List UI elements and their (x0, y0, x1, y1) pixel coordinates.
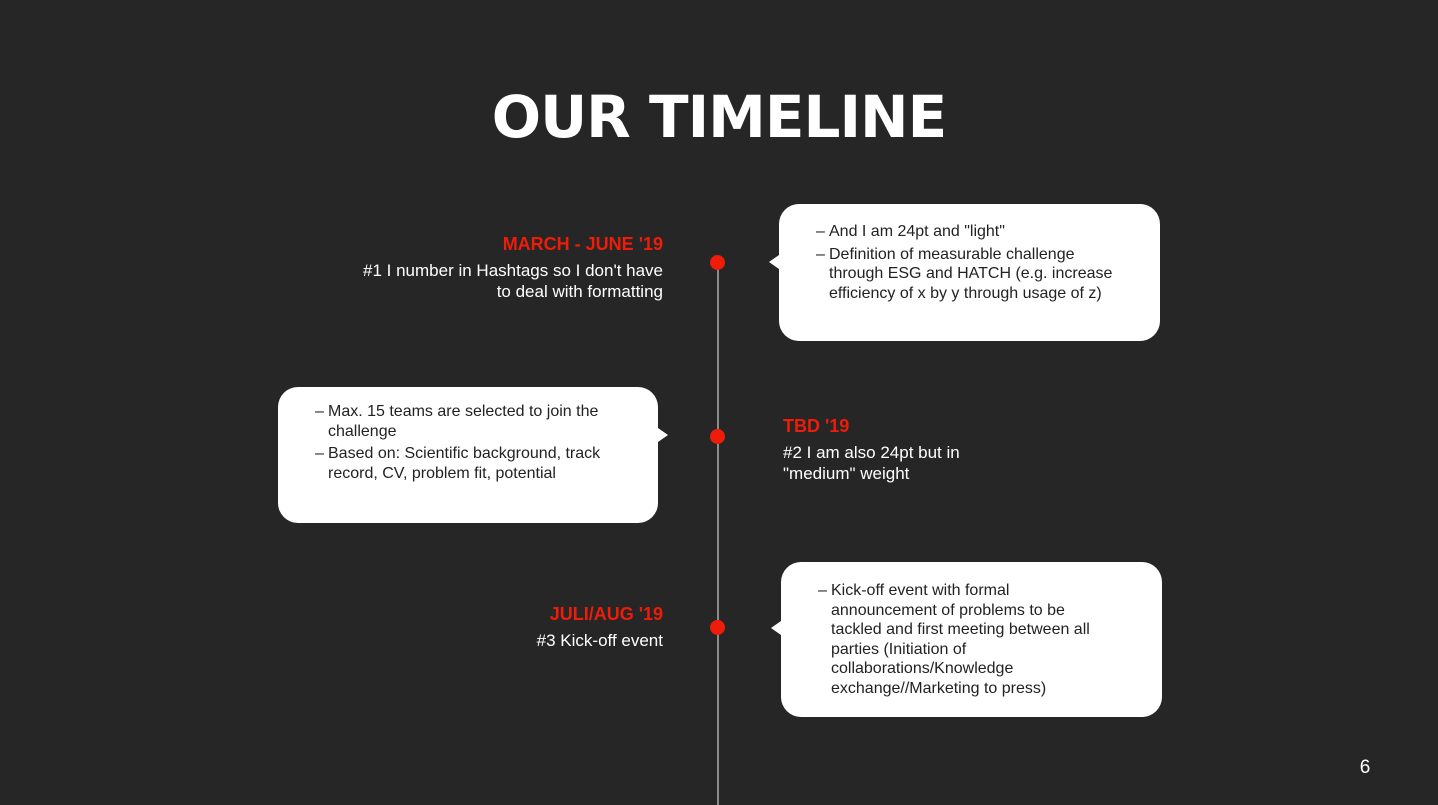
bubble-3-pointer (771, 621, 781, 635)
milestone-1-details-bubble (779, 204, 1160, 341)
bullet-dash: – (315, 445, 324, 462)
bullet-text: And I am 24pt and "light" (829, 223, 1005, 240)
milestone-2-description: #2 I am also 24pt but in "medium" weight (783, 443, 960, 483)
bullet-text: Definition of measurable challenge through ESG and HATCH (e.g. increase efficiency of x by y through usage of z) (829, 245, 1113, 302)
timeline-dot-3 (710, 620, 725, 635)
slide-title: OUR TIMELINE (491, 83, 947, 151)
bullet-dash: – (315, 403, 324, 420)
timeline-dot-2 (710, 429, 725, 444)
bullet-dash: – (816, 223, 825, 240)
milestone-3-description: #3 Kick-off event (536, 631, 663, 650)
page-number: 6 (1359, 757, 1371, 778)
milestone-3 (420, 603, 663, 651)
bullet-item (816, 222, 1120, 242)
milestone-3-date: JULI/AUG '19 (549, 604, 663, 624)
milestone-2-details-bubble (278, 387, 658, 523)
bubble-2-pointer (658, 428, 668, 442)
milestone-1-date: MARCH - JUNE '19 (502, 234, 663, 254)
bullet-item (816, 245, 1120, 304)
milestone-2-bullet-list (315, 402, 608, 483)
milestone-3-bullet-list (818, 581, 1102, 698)
milestone-2 (783, 415, 1023, 484)
milestone-2-date: TBD '19 (783, 416, 850, 436)
bullet-dash: – (818, 582, 827, 599)
milestone-1-bullet-list (816, 222, 1120, 303)
bullet-item (315, 402, 608, 441)
bullet-text: Kick-off event with formal announcement of problems to be tackled and first meeting between all parties (Initiation of collaborations/Knowledge exchange//Marketing to press) (831, 582, 1090, 697)
bubble-1-pointer (769, 255, 779, 269)
timeline-axis (717, 262, 719, 805)
bullet-dash: – (816, 245, 825, 263)
bullet-item (315, 444, 608, 483)
milestone-1-description: #1 I number in Hashtags so I don't have to deal with formatting (363, 261, 663, 301)
bullet-text: Max. 15 teams are selected to join the challenge (328, 403, 599, 440)
bullet-text: Based on: Scientific background, track record, CV, problem fit, potential (328, 445, 601, 482)
milestone-1 (360, 233, 663, 302)
milestone-3-details-bubble (781, 562, 1162, 717)
timeline-dot-1 (710, 255, 725, 270)
bullet-item (818, 581, 1102, 698)
